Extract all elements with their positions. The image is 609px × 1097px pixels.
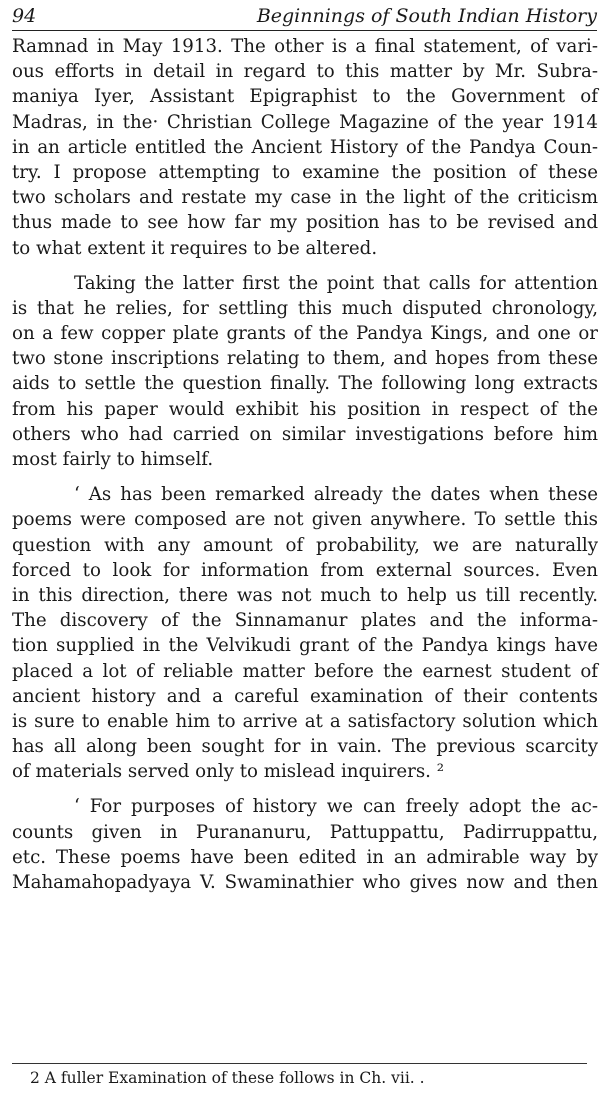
text-line: The discovery of the Sinnamanur plates and the informa- [12,610,598,632]
text-line: Taking the latter first the point that calls for attention [74,272,598,294]
text-line: in an article entitled the Ancient History of the Pandya Coun- [12,136,598,158]
text-line: to what extent it requires to be altered. [12,237,378,259]
text-line: two scholars and restate my case in the light of the criticism [12,187,598,209]
text-line: of materials served only to mislead inquirers. ² [12,761,445,783]
text-line: has all along been sought for in vain. The previous scarcity [12,736,598,758]
text-line: Ramnad in May 1913. The other is a final statement, of vari- [12,36,598,57]
text-line: is sure to enable him to arrive at a satisfactory solution which [12,710,598,732]
text-line: from his paper would exhibit his position in respect of the [12,398,598,420]
page-body [12,34,598,895]
text-line: placed a lot of reliable matter before the earnest student of [12,660,598,682]
text-line: on a few copper plate grants of the Pandya Kings, and one or [12,323,598,345]
text-line: ‘ For purposes of history we can freely adopt the ac- [74,796,598,818]
paragraph [12,271,598,473]
paragraph [12,34,598,261]
text-line: question with any amount of probability, we are naturally [12,534,598,556]
running-title: Beginnings of South Indian History [256,5,597,27]
text-line: counts given in Purananuru, Pattuppattu, Padirruppattu, [12,821,598,843]
text-line: most fairly to himself. [12,449,214,470]
text-line: ‘ As has been remarked already the dates when these [74,484,598,506]
text-line: Mahamahopadyaya V. Swaminathier who gives now and then [12,872,598,893]
text-line: maniya Iyer, Assistant Epigraphist to the Government of [12,86,598,108]
footnote: 2 A fuller Examination of these follows in Ch. vii. . [30,1069,425,1087]
text-line: ous efforts in detail in regard to this matter by Mr. Subra- [12,61,598,83]
text-line: etc. These poems have been edited in an admirable way by [12,846,598,868]
running-header [12,4,597,31]
text-line: ancient history and a careful examination of their contents [12,685,598,707]
text-line: forced to look for information from external sources. Even [12,559,598,581]
text-line: in this direction, there was not much to help us till recently. [12,584,598,606]
text-line: Madras, in the· Christian College Magazine of the year 1914 [12,111,598,133]
text-line: aids to settle the question finally. The following long extracts [12,373,598,395]
footnote-divider [12,1063,587,1064]
text-line: two stone inscriptions relating to them, and hopes from these [12,348,598,370]
text-line: poems were composed are not given anywhere. To settle this [12,509,598,531]
quoted-paragraph [12,482,598,784]
text-line: try. I propose attempting to examine the position of these [12,161,598,183]
text-line: others who had carried on similar investigations before him [12,423,598,445]
text-line: thus made to see how far my position has to be revised and [12,212,598,234]
page-number: 94 [12,5,37,27]
text-line: tion supplied in the Velvikudi grant of the Pandya kings have [12,635,598,657]
text-line: is that he relies, for settling this much disputed chronology, [12,297,598,319]
quoted-paragraph [12,794,598,895]
